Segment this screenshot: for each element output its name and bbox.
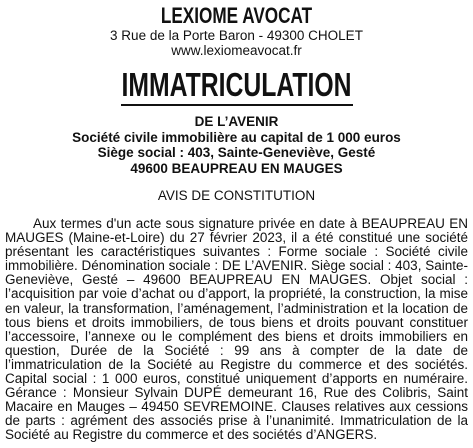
notice-title: IMMATRICULATION <box>121 66 352 103</box>
firm-website: www.lexiomeavocat.fr <box>171 43 302 58</box>
company-block <box>5 114 468 176</box>
section-heading: AVIS DE CONSTITUTION <box>157 188 316 203</box>
company-name: DE L’AVENIR <box>194 114 279 129</box>
company-type: Société civile immobilière au capital de 1 000 euros <box>72 129 401 145</box>
notice-body: Aux termes d'un acte sous signature privée en date à BEAUPREAU EN MAUGES (Maine-et-Loire) du 27 février 2023, il a été constitué une société présentant les caractéristiques suivantes : Forme sociale : Société civile immobilière. Dénomination sociale : DE L’AVENIR. Siège social : 403, Sainte-Geneviève, Gesté – 49600 BEAUPREAU EN MAUGES. Objet social : l’acquisition par voie d’achat ou d’apport, la propriété, la construction, la mise en valeur, la transformation, l’aménagement, l’administration et la location de tous biens et droits immobiliers, de tous biens et droits pouvant constituer l’accessoire, l’annexe ou le complément des biens et droits immobiliers en question, Durée de la Société : 99 ans à compter de la date de l’immatriculation de la Société au Registre du commerce et des sociétés. Capital social : 1 000 euros, constitué uniquement d’apports en numéraire. Gérance : Monsieur Sylvain DUPÉ demeurant 16, Rue des Colibris, Saint Macaire en Mauges – 49450 SEVREMOINE. Clauses relatives aux cessions de parts : agrément des associés prise à l’unanimité. Immatriculation de la Société au Registre du commerce et des sociétés d’ANGERS. <box>5 216 468 443</box>
legal-notice-page <box>0 4 473 448</box>
firm-address: 3 Rue de la Porte Baron - 49300 CHOLET <box>110 28 363 43</box>
title-divider <box>121 104 353 106</box>
registered-office-line1: Siège social : 403, Sainte-Geneviève, Gesté <box>97 145 376 160</box>
firm-name: LEXIOME AVOCAT <box>160 3 313 28</box>
registered-office-line2: 49600 BEAUPREAU EN MAUGES <box>130 160 343 176</box>
